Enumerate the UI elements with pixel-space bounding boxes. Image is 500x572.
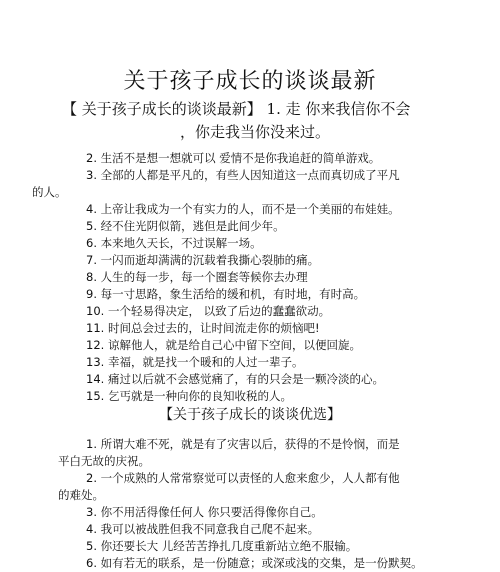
list-item: 12. 谅解他人，就是给自己心中留下空间，以便回旋。 [86, 338, 361, 352]
document-title: 关于孩子成长的谈谈最新 [123, 69, 377, 94]
list-item: 9. 每一寸思路，象生活给的缓和机，有时地，有时高。 [86, 287, 366, 301]
list-item: 10. 一个轻易得决定， 以致了后边的蠢蠢欲动。 [86, 304, 331, 318]
list-item: 7. 一闪而逝却满满的沉载着我撕心裂肺的痛。 [86, 253, 320, 267]
list-item: 11. 时间总会过去的，让时间流走你的烦恼吧! [86, 321, 320, 335]
list-item: 2. 一个成熟的人常常察觉可以责怪的人愈来愈少，人人都有他 的难处。 [58, 471, 400, 502]
list-item: 3. 你不用活得像任何人 你只要活得像你自己。 [86, 505, 323, 519]
list-item: 6. 如有若无的联系，是一份随意；或深或浅的交集，是一份默契。 [86, 556, 423, 570]
intro-paragraph [62, 98, 452, 144]
list-item: 4. 上帝让我成为一个有实力的人，而不是一个美丽的布娃娃。 [86, 202, 400, 216]
list-item: 5. 经不住光阴似箭，逃但是此间少年。 [86, 219, 285, 233]
list-item: 13. 幸福，就是找一个暖和的人过一辈子。 [86, 355, 304, 369]
section-2-title: 【关于孩子成长的谈谈优选】 [159, 407, 341, 423]
list-item: 2. 生活不是想一想就可以 爱情不是你我追赶的简单游戏。 [86, 151, 381, 165]
list-item: 3. 全部的人都是平凡的，有些人因知道这一点而真切成了平凡 的人。 [32, 168, 400, 199]
list-item: 1. 所谓大难不死，就是有了灾害以后，获得的不是怜悯，而是 平白无故的庆祝。 [58, 437, 400, 468]
list-item: 5. 你还要长大 儿经苦苦挣扎几度重新站立绝不服输。 [86, 539, 358, 553]
list-item: 14. 痛过以后就不会感觉痛了，有的只会是一颗冷淡的心。 [86, 372, 384, 386]
intro-line-1: 【 关于孩子成长的谈谈最新】 1. 走 你来我信你不会 [62, 100, 411, 118]
intro-line-2: ，你走我当你没来过。 [180, 123, 331, 141]
list-item: 6. 本来地久天长，不过误解一场。 [86, 236, 262, 250]
list-item: 4. 我可以被战胜但我不同意我自己爬不起来。 [86, 522, 320, 536]
list-item: 15. 乞丐就是一种向你的良知收税的人。 [86, 389, 292, 403]
list-item: 8. 人生的每一步，每一个圈套等候你去办理 [86, 270, 308, 284]
